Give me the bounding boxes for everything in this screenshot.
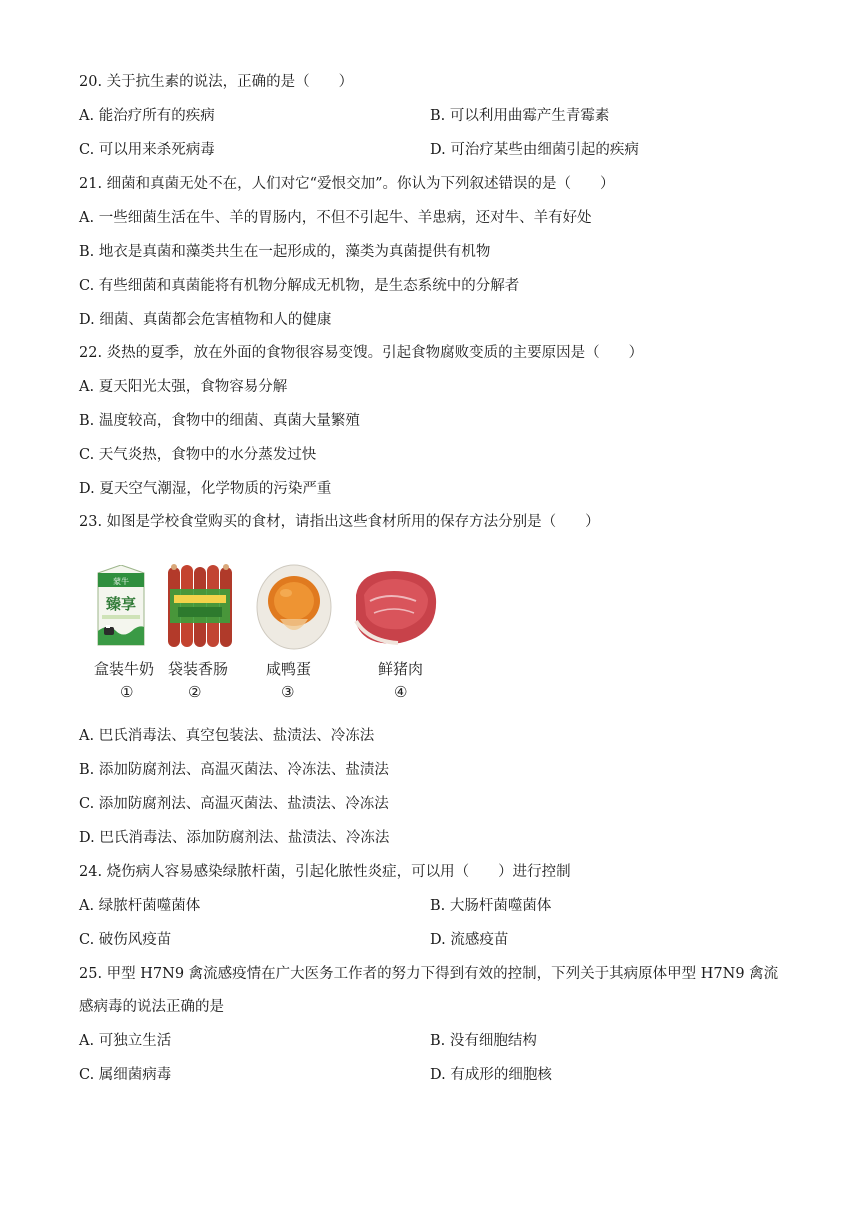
q21-option-b: B. 地衣是真菌和藻类共生在一起形成的，藻类为真菌提供有机物 [79,244,491,260]
q25-option-c: C. 属细菌病毒 [79,1067,172,1083]
q23-option-b: B. 添加防腐剂法、高温灭菌法、冷冻法、盐渍法 [79,762,389,778]
q24-stem: 24. 烧伤病人容易感染绿脓杆菌，引起化脓性炎症，可以用（ ）进行控制 [79,864,571,880]
q23-option-a: A. 巴氏消毒法、真空包装法、盐渍法、冷冻法 [79,728,375,744]
q22-option-a: A. 夏天阳光太强，食物容易分解 [79,379,288,395]
q22-option-b: B. 温度较高，食物中的细菌、真菌大量繁殖 [79,413,360,429]
q25-stem-line2: 感病毒的说法正确的是 [79,999,224,1015]
q22-option-d: D. 夏天空气潮湿，化学物质的污染严重 [79,481,332,497]
q25-option-b: B. 没有细胞结构 [430,1033,537,1049]
q21-option-c: C. 有些细菌和真菌能将有机物分解成无机物，是生态系统中的分解者 [79,278,520,294]
q21-stem: 21. 细菌和真菌无处不在，人们对它“爱恨交加”。你认为下列叙述错误的是（ ） [79,176,615,192]
q24-option-d: D. 流感疫苗 [430,932,509,948]
q22-option-c: C. 天气炎热，食物中的水分蒸发过快 [79,447,317,463]
q25-option-a: A. 可独立生活 [79,1033,172,1049]
caption-milk: 盒装牛奶 [94,660,155,678]
q20-option-c: C. 可以用来杀死病毒 [79,142,215,158]
q21-option-d: D. 细菌、真菌都会危害植物和人的健康 [79,312,332,328]
q21-option-a: A. 一些细菌生活在牛、羊的胃肠内，不但不引起牛、羊患病，还对牛、羊有好处 [79,210,592,226]
q24-option-c: C. 破伤风疫苗 [79,932,172,948]
milk-logo-text: 蒙牛 [113,577,129,586]
caption-egg: 咸鸭蛋 [266,660,312,678]
q24-option-b: B. 大肠杆菌噬菌体 [430,898,552,914]
number-4: ④ [394,683,408,701]
q20-stem: 20. 关于抗生素的说法，正确的是（ ） [79,74,354,90]
salted-egg-icon [254,561,334,651]
q20-option-b: B. 可以利用曲霉产生青霉素 [430,108,610,124]
q23-option-c: C. 添加防腐剂法、高温灭菌法、盐渍法、冷冻法 [79,796,389,812]
sausage-pack-icon [162,561,238,651]
number-3: ③ [281,683,295,701]
q23-option-d: D. 巴氏消毒法、添加防腐剂法、盐渍法、冷冻法 [79,830,390,846]
caption-sausage: 袋装香肠 [168,660,229,678]
q22-stem: 22. 炎热的夏季，放在外面的食物很容易变馊。引起食物腐败变质的主要原因是（ ） [79,345,644,361]
q25-stem-line1: 25. 甲型 H7N9 禽流感疫情在广大医务工作者的努力下得到有效的控制，下列关于其病原体甲型 H7N9 禽流 [79,966,779,982]
q20-option-a: A. 能治疗所有的疾病 [79,108,215,124]
caption-pork: 鲜猪肉 [378,660,424,678]
q24-option-a: A. 绿脓杆菌噬菌体 [79,898,201,914]
number-2: ② [188,683,202,701]
q23-stem: 23. 如图是学校食堂购买的食材，请指出这些食材所用的保存方法分别是（ ） [79,514,600,530]
q20-option-d: D. 可治疗某些由细菌引起的疾病 [430,142,639,158]
number-1: ① [120,683,134,701]
food-figure [90,555,450,705]
q25-option-d: D. 有成形的细胞核 [430,1067,552,1083]
milk-brand-text: 臻享 [105,595,137,613]
milk-carton-icon [94,565,148,647]
pork-icon [350,565,440,647]
